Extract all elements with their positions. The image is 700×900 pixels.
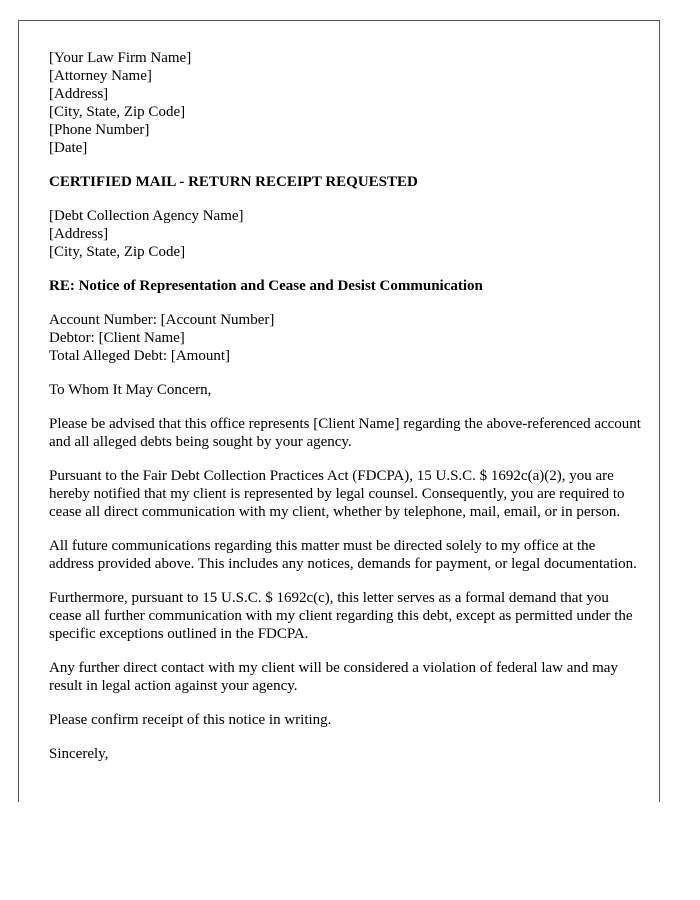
account-number: Account Number: [Account Number] <box>49 312 275 328</box>
paragraph-confirm-receipt: Please confirm receipt of this notice in writing. <box>49 712 332 728</box>
sender-block <box>49 49 641 157</box>
sender-attorney-name: [Attorney Name] <box>49 68 152 84</box>
closing: Sincerely, <box>49 746 109 762</box>
paragraph-future-communications: All future communications regarding this matter must be directed solely to my office at the address provided above. This includes any notices, demands for payment, or legal documentation. <box>49 538 637 572</box>
account-info-block <box>49 311 641 365</box>
salutation: To Whom It May Concern, <box>49 382 212 398</box>
letter-page <box>18 20 660 802</box>
subject-line: RE: Notice of Representation and Cease and Desist Communication <box>49 278 483 294</box>
recipient-address: [Address] <box>49 226 109 242</box>
letter-content <box>49 49 641 779</box>
recipient-city-state-zip: [City, State, Zip Code] <box>49 244 186 260</box>
sender-city-state-zip: [City, State, Zip Code] <box>49 104 186 120</box>
sender-address: [Address] <box>49 86 109 102</box>
debtor-name: Debtor: [Client Name] <box>49 330 185 346</box>
paragraph-representation: Please be advised that this office represents [Client Name] regarding the above-referenced account and all alleged debts being sought by your agency. <box>49 416 641 450</box>
paragraph-violation-warning: Any further direct contact with my client will be considered a violation of federal law and may result in legal action against your agency. <box>49 660 618 694</box>
total-alleged-debt: Total Alleged Debt: [Amount] <box>49 348 230 364</box>
recipient-agency-name: [Debt Collection Agency Name] <box>49 208 244 224</box>
recipient-block <box>49 207 641 261</box>
letter-date: [Date] <box>49 140 88 156</box>
paragraph-formal-demand: Furthermore, pursuant to 15 U.S.C. $ 1692c(c), this letter serves as a formal demand that you cease all further communication with my client regarding this debt, except as permitted under the specific exceptions outlined in the FDCPA. <box>49 590 633 642</box>
paragraph-fdcpa-notice: Pursuant to the Fair Debt Collection Practices Act (FDCPA), 15 U.S.C. $ 1692c(a)(2), you are hereby notified that my client is represented by legal counsel. Consequently, you are required to cease all direct communication with my client, whether by telephone, mail, email, or in person. <box>49 468 625 520</box>
sender-firm-name: [Your Law Firm Name] <box>49 50 192 66</box>
sender-phone: [Phone Number] <box>49 122 150 138</box>
delivery-method: CERTIFIED MAIL - RETURN RECEIPT REQUESTED <box>49 174 418 190</box>
